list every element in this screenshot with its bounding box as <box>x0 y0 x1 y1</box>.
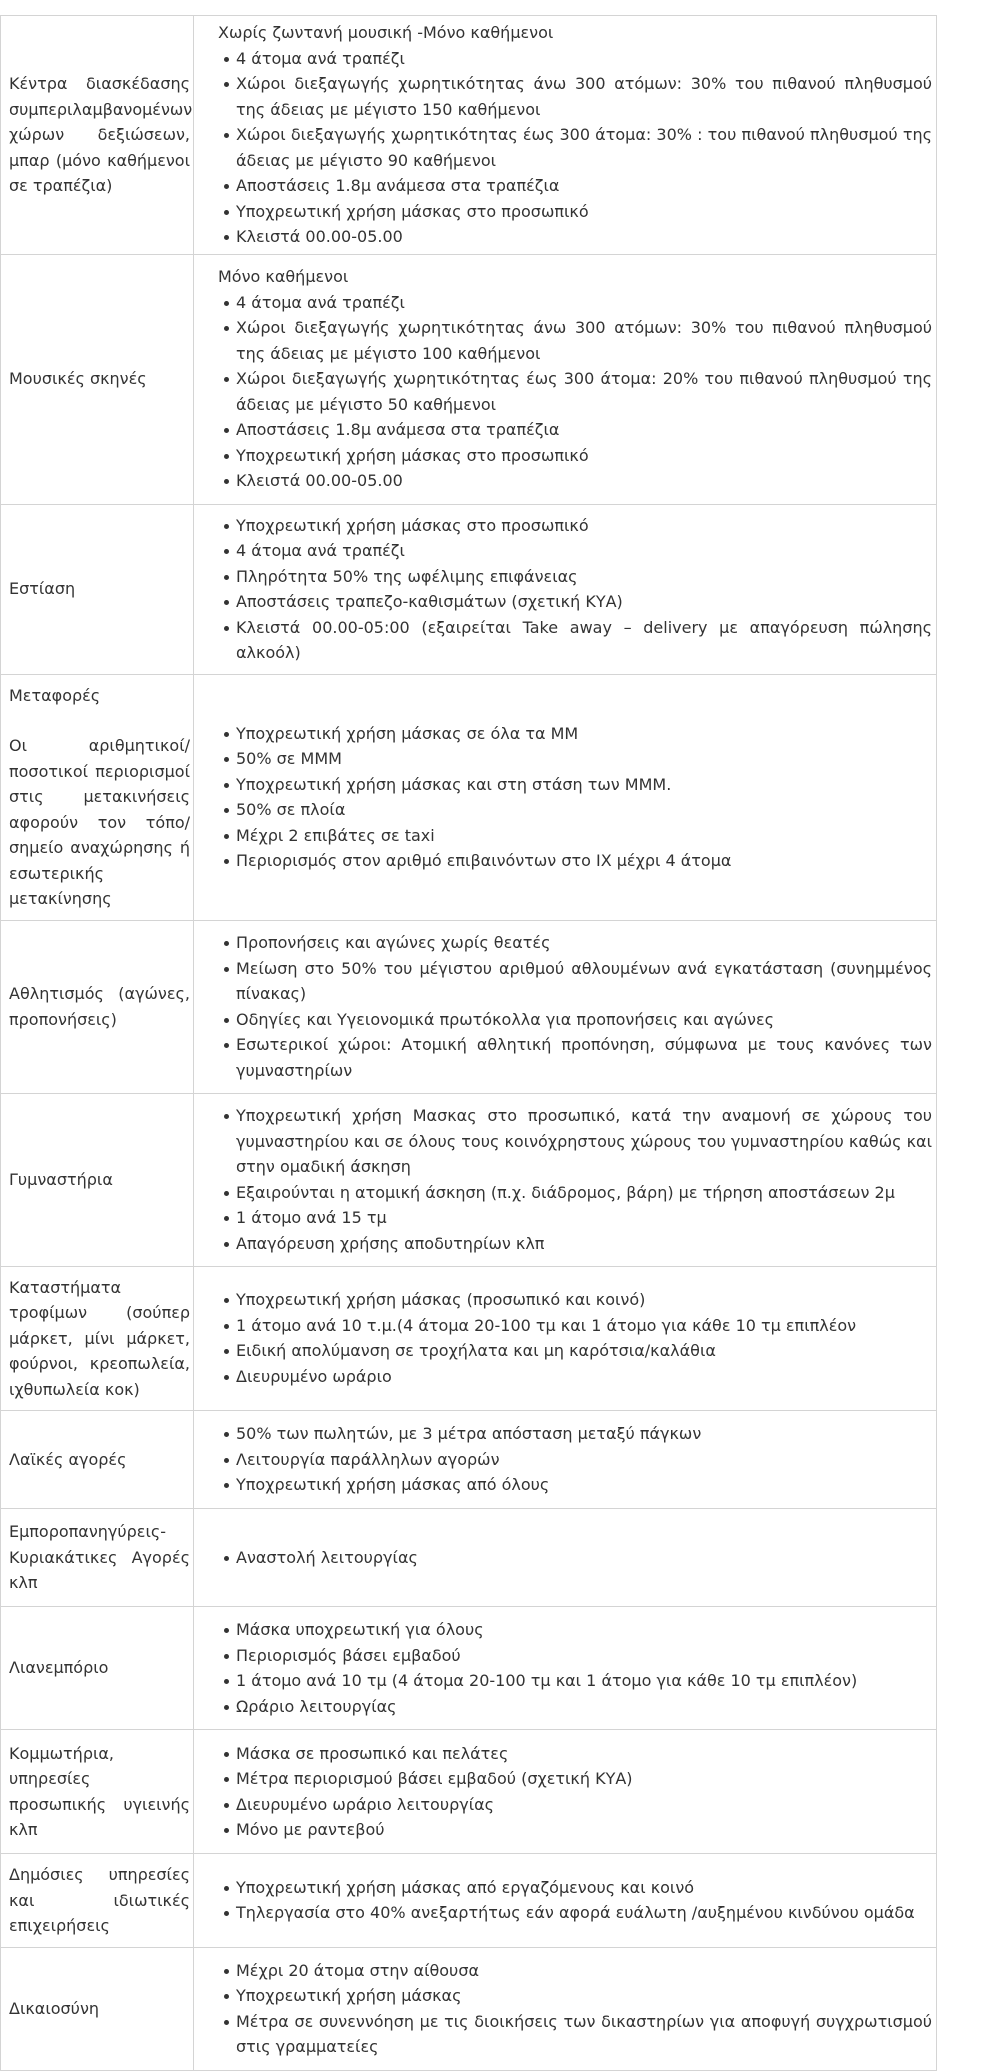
measures-cell <box>194 1266 937 1411</box>
list-item: Τηλεργασία στο 40% ανεξαρτήτως εάν αφορά ευάλωτη /αυξημένου κινδύνου ομάδα <box>236 1900 932 1926</box>
category-cell: Κομμωτήρια, υπηρεσίες προσωπικής υγιεινής κλπ <box>1 1730 194 1854</box>
table-row <box>1 1411 937 1509</box>
category-cell: Δημόσιες υπηρεσίες και ιδιωτικές επιχειρήσεις <box>1 1854 194 1948</box>
list-item: Αποστάσεις 1.8μ ανάμεσα στα τραπέζια <box>236 173 932 199</box>
list-item: 4 άτομα ανά τραπέζι <box>236 46 932 72</box>
category-cell: Μουσικές σκηνές <box>1 254 194 504</box>
measures-list <box>224 46 932 250</box>
list-item: Περιορισμός βάσει εμβαδού <box>236 1643 932 1669</box>
list-item: 4 άτομα ανά τραπέζι <box>236 290 932 316</box>
list-item: Περιορισμός στον αριθμό επιβαινόντων στο ΙΧ μέχρι 4 άτομα <box>236 848 932 874</box>
measures-cell <box>194 504 937 674</box>
list-item: Αναστολή λειτουργίας <box>236 1545 932 1571</box>
measures-list <box>224 290 932 494</box>
measures-table-body <box>1 16 937 2071</box>
measures-cell <box>194 1411 937 1509</box>
list-item: Αποστάσεις τραπεζο-καθισμάτων (σχετική ΚΥΑ) <box>236 589 932 615</box>
list-item: Μέχρι 20 άτομα στην αίθουσα <box>236 1958 932 1984</box>
list-item: 50% σε πλοία <box>236 797 932 823</box>
list-item: Εσωτερικοί χώροι: Ατομική αθλητική προπόνηση, σύμφωνα με τους κανόνες των γυμναστηρίων <box>236 1032 932 1083</box>
category-cell: Δικαιοσύνη <box>1 1947 194 2070</box>
list-item: Οδηγίες και Υγειονομικά πρωτόκολλα για προπονήσεις και αγώνες <box>236 1007 932 1033</box>
list-item: Μείωση στο 50% του μέγιστου αριθμού αθλουμένων ανά εγκατάσταση (συνημμένος πίνακας) <box>236 956 932 1007</box>
list-item: Υποχρεωτική χρήση μάσκας σε όλα τα ΜΜ <box>236 721 932 747</box>
measures-list <box>224 930 932 1083</box>
category-cell: Εστίαση <box>1 504 194 674</box>
list-item: Εξαιρούνται η ατομική άσκηση (π.χ. διάδρομος, βάρη) με τήρηση αποστάσεων 2μ <box>236 1180 932 1206</box>
measures-list <box>224 1741 932 1843</box>
category-note: Οι αριθμητικοί/ ποσοτικοί περιορισμοί στις μετακινήσεις αφορούν τον τόπο/ σημείο αναχώρησης ή εσωτερικής μετακίνησης <box>9 736 190 908</box>
category-cell <box>1 674 194 920</box>
list-item: Κλειστά 00.00-05.00 <box>236 224 932 250</box>
list-item: 1 άτομο ανά 10 τ.μ.(4 άτομα 20-100 τμ και 1 άτομο για κάθε 10 τμ επιπλέον <box>236 1313 932 1339</box>
measures-table <box>0 15 937 2071</box>
measures-list <box>224 1545 932 1571</box>
list-item: Υποχρεωτική χρήση μάσκας <box>236 1983 932 2009</box>
list-item: Προπονήσεις και αγώνες χωρίς θεατές <box>236 930 932 956</box>
list-item: Χώροι διεξαγωγής χωρητικότητας άνω 300 ατόμων: 30% του πιθανού πληθυσμού της άδειας με μέγιστο 150 καθήμενοι <box>236 71 932 122</box>
list-item: Χώροι διεξαγωγής χωρητικότητας έως 300 άτομα: 30% : του πιθανού πληθυσμού της άδειας με μέγιστο 90 καθήμενοι <box>236 122 932 173</box>
list-item: Λειτουργία παράλληλων αγορών <box>236 1447 932 1473</box>
list-item: Μάσκα σε προσωπικό και πελάτες <box>236 1741 932 1767</box>
list-item: Υποχρεωτική χρήση μάσκας από όλους <box>236 1472 932 1498</box>
list-item: Υποχρεωτική χρήση μάσκας και στη στάση των ΜΜΜ. <box>236 772 932 798</box>
table-row <box>1 1607 937 1730</box>
list-item: Χώροι διεξαγωγής χωρητικότητας έως 300 άτομα: 20% του πιθανού πληθυσμού της άδειας με μέγιστο 50 καθήμενοι <box>236 366 932 417</box>
table-row <box>1 1509 937 1607</box>
measures-cell <box>194 16 937 255</box>
list-item: Διευρυμένο ωράριο λειτουργίας <box>236 1792 932 1818</box>
list-item: 1 άτομο ανά 10 τμ (4 άτομα 20-100 τμ και 1 άτομο για κάθε 10 τμ επιπλέον) <box>236 1668 932 1694</box>
list-item: Αποστάσεις 1.8μ ανάμεσα στα τραπέζια <box>236 417 932 443</box>
measures-cell <box>194 254 937 504</box>
list-item: 1 άτομο ανά 15 τμ <box>236 1205 932 1231</box>
table-row <box>1 16 937 255</box>
measures-intro: Χωρίς ζωντανή μουσική -Μόνο καθήμενοι <box>218 23 554 42</box>
category-title: Μεταφορές <box>9 685 101 705</box>
list-item: Μόνο με ραντεβού <box>236 1817 932 1843</box>
category-cell: Κέντρα διασκέδασης συμπεριλαμβανομένων χώρων δεξιώσεων, μπαρ (μόνο καθήμενοι σε τραπέζια) <box>1 16 194 255</box>
list-item: Υποχρεωτική χρήση μάσκας από εργαζόμενους και κοινό <box>236 1875 932 1901</box>
measures-cell <box>194 1607 937 1730</box>
measures-list <box>224 513 932 666</box>
list-item: Υποχρεωτική χρήση μάσκας στο προσωπικό <box>236 199 932 225</box>
list-item: Υποχρεωτική χρήση μάσκας (προσωπικό και κοινό) <box>236 1287 932 1313</box>
list-item: Πληρότητα 50% της ωφέλιμης επιφάνειας <box>236 564 932 590</box>
table-row <box>1 254 937 504</box>
measures-list <box>224 1617 932 1719</box>
measures-intro: Μόνο καθήμενοι <box>218 267 349 287</box>
table-row <box>1 674 937 920</box>
list-item: Ειδική απολύμανση σε τροχήλατα και μη καρότσια/καλάθια <box>236 1338 932 1364</box>
measures-list <box>224 1287 932 1389</box>
table-row <box>1 920 937 1093</box>
list-item: Μέτρα περιορισμού βάσει εμβαδού (σχετική ΚΥΑ) <box>236 1766 932 1792</box>
list-item: 50% σε ΜΜΜ <box>236 746 932 772</box>
measures-cell <box>194 1854 937 1948</box>
list-item: Υποχρεωτική χρήση μάσκας στο προσωπικό <box>236 513 932 539</box>
list-item: Υποχρεωτική χρήση μάσκας στο προσωπικό <box>236 443 932 469</box>
table-row <box>1 504 937 674</box>
category-cell: Λαϊκές αγορές <box>1 1411 194 1509</box>
measures-cell <box>194 1093 937 1266</box>
list-item: Κλειστά 00.00-05.00 <box>236 468 932 494</box>
category-cell: Εμποροπανηγύρεις- Κυριακάτικες Αγορές κλπ <box>1 1509 194 1607</box>
measures-cell <box>194 920 937 1093</box>
list-item: Χώροι διεξαγωγής χωρητικότητας άνω 300 ατόμων: 30% του πιθανού πληθυσμού της άδειας με μέγιστο 100 καθήμενοι <box>236 315 932 366</box>
list-item: Υποχρεωτική χρήση Μασκας στο προσωπικό, κατά την αναμονή σε χώρους του γυμναστηρίου και σε όλους τους κοινόχρηστους χώρους του γυμναστηρίου καθώς και στην ομαδική άσκηση <box>236 1103 932 1180</box>
table-row <box>1 1093 937 1266</box>
list-item: Κλειστά 00.00-05:00 (εξαιρείται Take away – delivery με απαγόρευση πώλησης αλκοόλ) <box>236 615 932 666</box>
measures-list <box>224 1103 932 1256</box>
table-row <box>1 1947 937 2070</box>
list-item: 4 άτομα ανά τραπέζι <box>236 538 932 564</box>
category-cell: Λιανεμπόριο <box>1 1607 194 1730</box>
list-item: Μέτρα σε συνεννόηση με τις διοικήσεις των δικαστηρίων για αποφυγή συγχρωτισμού στις γραμματείες <box>236 2009 932 2060</box>
list-item: Ωράριο λειτουργίας <box>236 1694 932 1720</box>
table-row <box>1 1266 937 1411</box>
list-item: Μάσκα υποχρεωτική για όλους <box>236 1617 932 1643</box>
list-item: Μέχρι 2 επιβάτες σε taxi <box>236 823 932 849</box>
list-item: Διευρυμένο ωράριο <box>236 1364 932 1390</box>
table-row <box>1 1730 937 1854</box>
category-cell: Αθλητισμός (αγώνες, προπονήσεις) <box>1 920 194 1093</box>
measures-list <box>224 721 932 874</box>
category-cell: Καταστήματα τροφίμων (σούπερ μάρκετ, μίνι μάρκετ, φούρνοι, κρεοπωλεία, ιχθυπωλεία κοκ) <box>1 1266 194 1411</box>
list-item: 50% των πωλητών, με 3 μέτρα απόσταση μεταξύ πάγκων <box>236 1421 932 1447</box>
table-row <box>1 1854 937 1948</box>
measures-cell <box>194 1947 937 2070</box>
measures-table-container <box>0 15 936 2071</box>
measures-cell <box>194 674 937 920</box>
measures-list <box>224 1421 932 1498</box>
list-item: Απαγόρευση χρήσης αποδυτηρίων κλπ <box>236 1231 932 1257</box>
measures-cell <box>194 1730 937 1854</box>
measures-cell <box>194 1509 937 1607</box>
category-cell: Γυμναστήρια <box>1 1093 194 1266</box>
measures-list <box>224 1958 932 2060</box>
measures-list <box>224 1875 932 1926</box>
